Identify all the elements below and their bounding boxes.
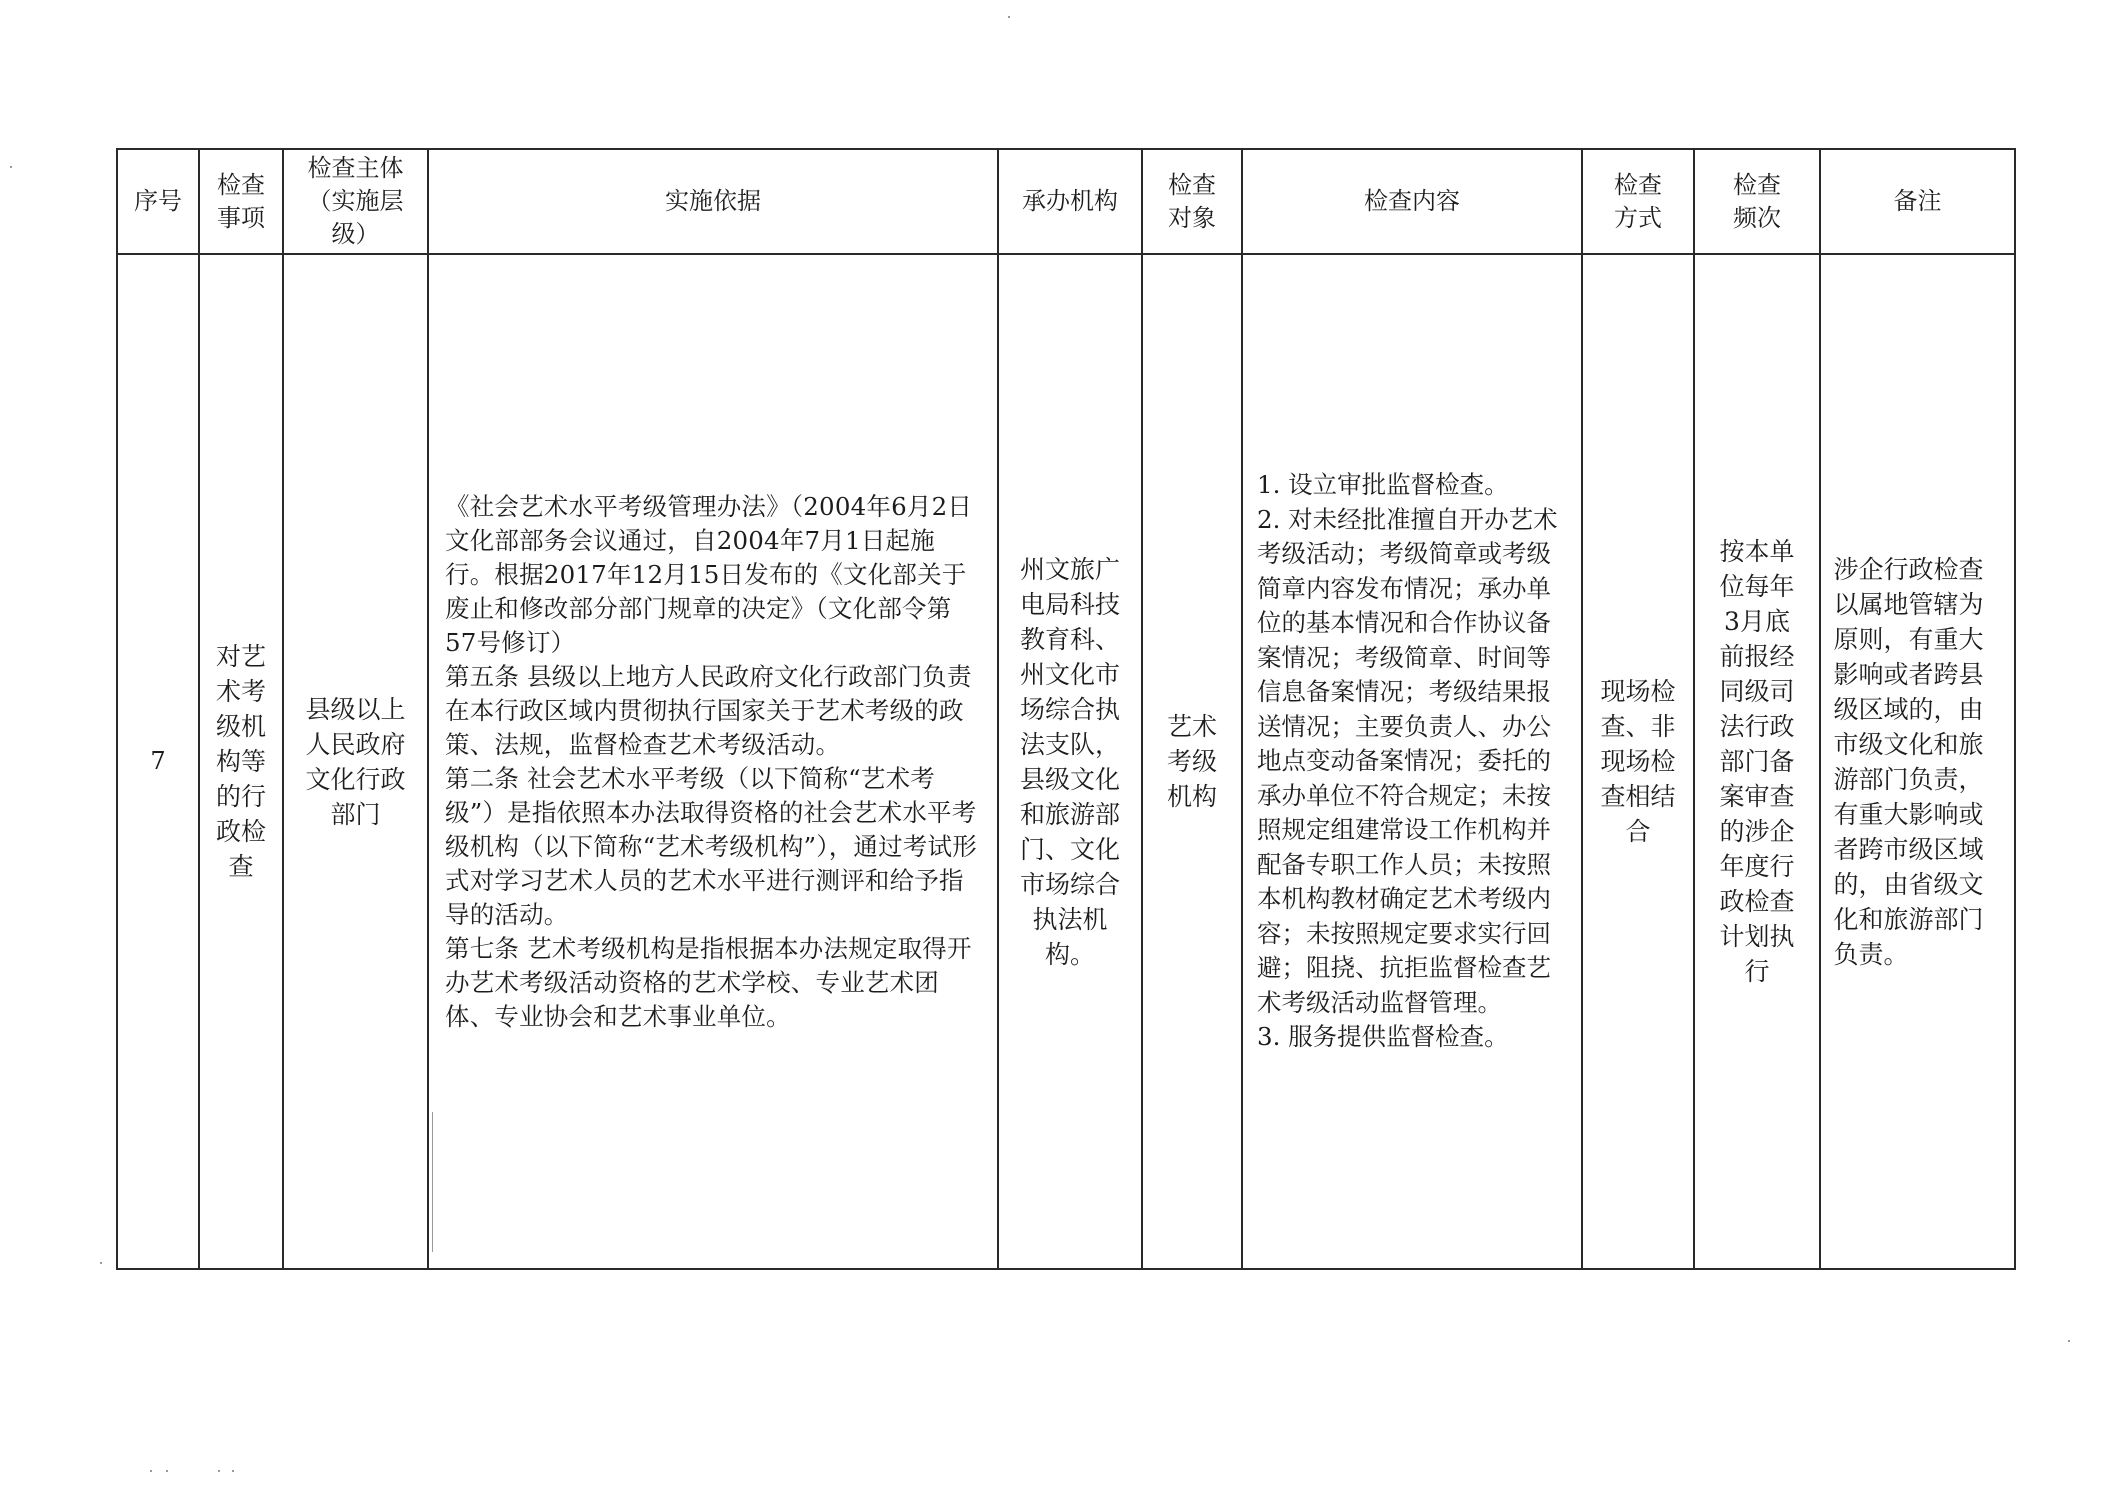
- cell-object: 艺术考级机构: [1142, 254, 1242, 1269]
- scan-artifact-dot: [1008, 16, 1010, 18]
- header-content: 检查内容: [1242, 149, 1582, 254]
- content-item: 3. 服务提供监督检查。: [1257, 1022, 1509, 1052]
- scan-artifact-dot: [100, 1262, 102, 1264]
- header-method: 检查方式: [1582, 149, 1694, 254]
- table-row: [117, 254, 2015, 1269]
- header-org: 承办机构: [998, 149, 1142, 254]
- cell-item: 对艺术考级机构等的行政检查: [199, 254, 283, 1269]
- header-subject: 检查主体（实施层级）: [283, 149, 428, 254]
- table-header-row: [117, 149, 2015, 254]
- header-frequency: 检查频次: [1694, 149, 1820, 254]
- basis-text: [429, 490, 997, 1034]
- scan-artifact-dot: [2068, 1340, 2070, 1342]
- content-text: [1243, 468, 1581, 1055]
- content-item: 1. 设立审批监督检查。: [1257, 470, 1509, 500]
- cell-note: 涉企行政检查以属地管辖为原则，有重大影响或者跨县级区域的，由市级文化和旅游部门负责，有重大影响或者跨市级区域的，由省级文化和旅游部门负责。: [1820, 254, 2015, 1269]
- cell-method: 现场检查、非现场检查相结合: [1582, 254, 1694, 1269]
- scan-artifact-dot: [232, 1470, 234, 1472]
- cell-subject: 县级以上人民政府文化行政部门: [283, 254, 428, 1269]
- header-basis: 实施依据: [428, 149, 998, 254]
- scan-artifact-line: [432, 1112, 433, 1252]
- cell-frequency: 按本单位每年3月底前报经同级司法行政部门备案审查的涉企年度行政检查计划执行: [1694, 254, 1820, 1269]
- header-note: 备注: [1820, 149, 2015, 254]
- basis-paragraph: 第五条 县级以上地方人民政府文化行政部门负责在本行政区域内贯彻执行国家关于艺术考级的政策、法规，监督检查艺术考级活动。: [445, 661, 972, 759]
- cell-org: 州文旅广电局科技教育科、州文化市场综合执法支队，县级文化和旅游部门、文化市场综合执法机构。: [998, 254, 1142, 1269]
- scan-artifact-dot: [166, 1470, 168, 1472]
- header-item: 检查事项: [199, 149, 283, 254]
- cell-basis: [428, 254, 998, 1269]
- basis-paragraph: 《社会艺术水平考级管理办法》（2004年6月2日文化部部务会议通过，自2004年7月1日起施行。根据2017年12月15日发布的《文化部关于废止和修改部分部门规章的决定》（文化部令第57号修订）: [445, 491, 973, 657]
- basis-paragraph: 第七条 艺术考级机构是指根据本办法规定取得开办艺术考级活动资格的艺术学校、专业艺术团体、专业协会和艺术事业单位。: [445, 933, 972, 1031]
- scan-artifact-dot: [218, 1470, 220, 1472]
- cell-content: [1242, 254, 1582, 1269]
- content-item: 2. 对未经批准擅自开办艺术考级活动；考级简章或考级简章内容发布情况；承办单位的基本情况和合作协议备案情况；考级简章、时间等信息备案情况；考级结果报送情况；主要负责人、办公地点变动备案情况；委托的承办单位不符合规定；未按照规定组建常设工作机构并配备专职工作人员；未按照本机构教材确定艺术考级内容；未按照规定要求实行回避；阻挠、抗拒监督检查艺术考级活动监督管理。: [1257, 504, 1558, 1017]
- header-object: 检查对象: [1142, 149, 1242, 254]
- scan-artifact-dot: [150, 1470, 152, 1472]
- basis-paragraph: 第二条 社会艺术水平考级（以下简称“艺术考级”）是指依照本办法取得资格的社会艺术水平考级机构（以下简称“艺术考级机构”），通过考试形式对学习艺术人员的艺术水平进行测评和给予指导的活动。: [445, 763, 977, 929]
- header-seq: 序号: [117, 149, 199, 254]
- inspection-table: [116, 148, 2016, 1270]
- scan-artifact-dot: [10, 166, 12, 168]
- cell-seq: 7: [117, 254, 199, 1269]
